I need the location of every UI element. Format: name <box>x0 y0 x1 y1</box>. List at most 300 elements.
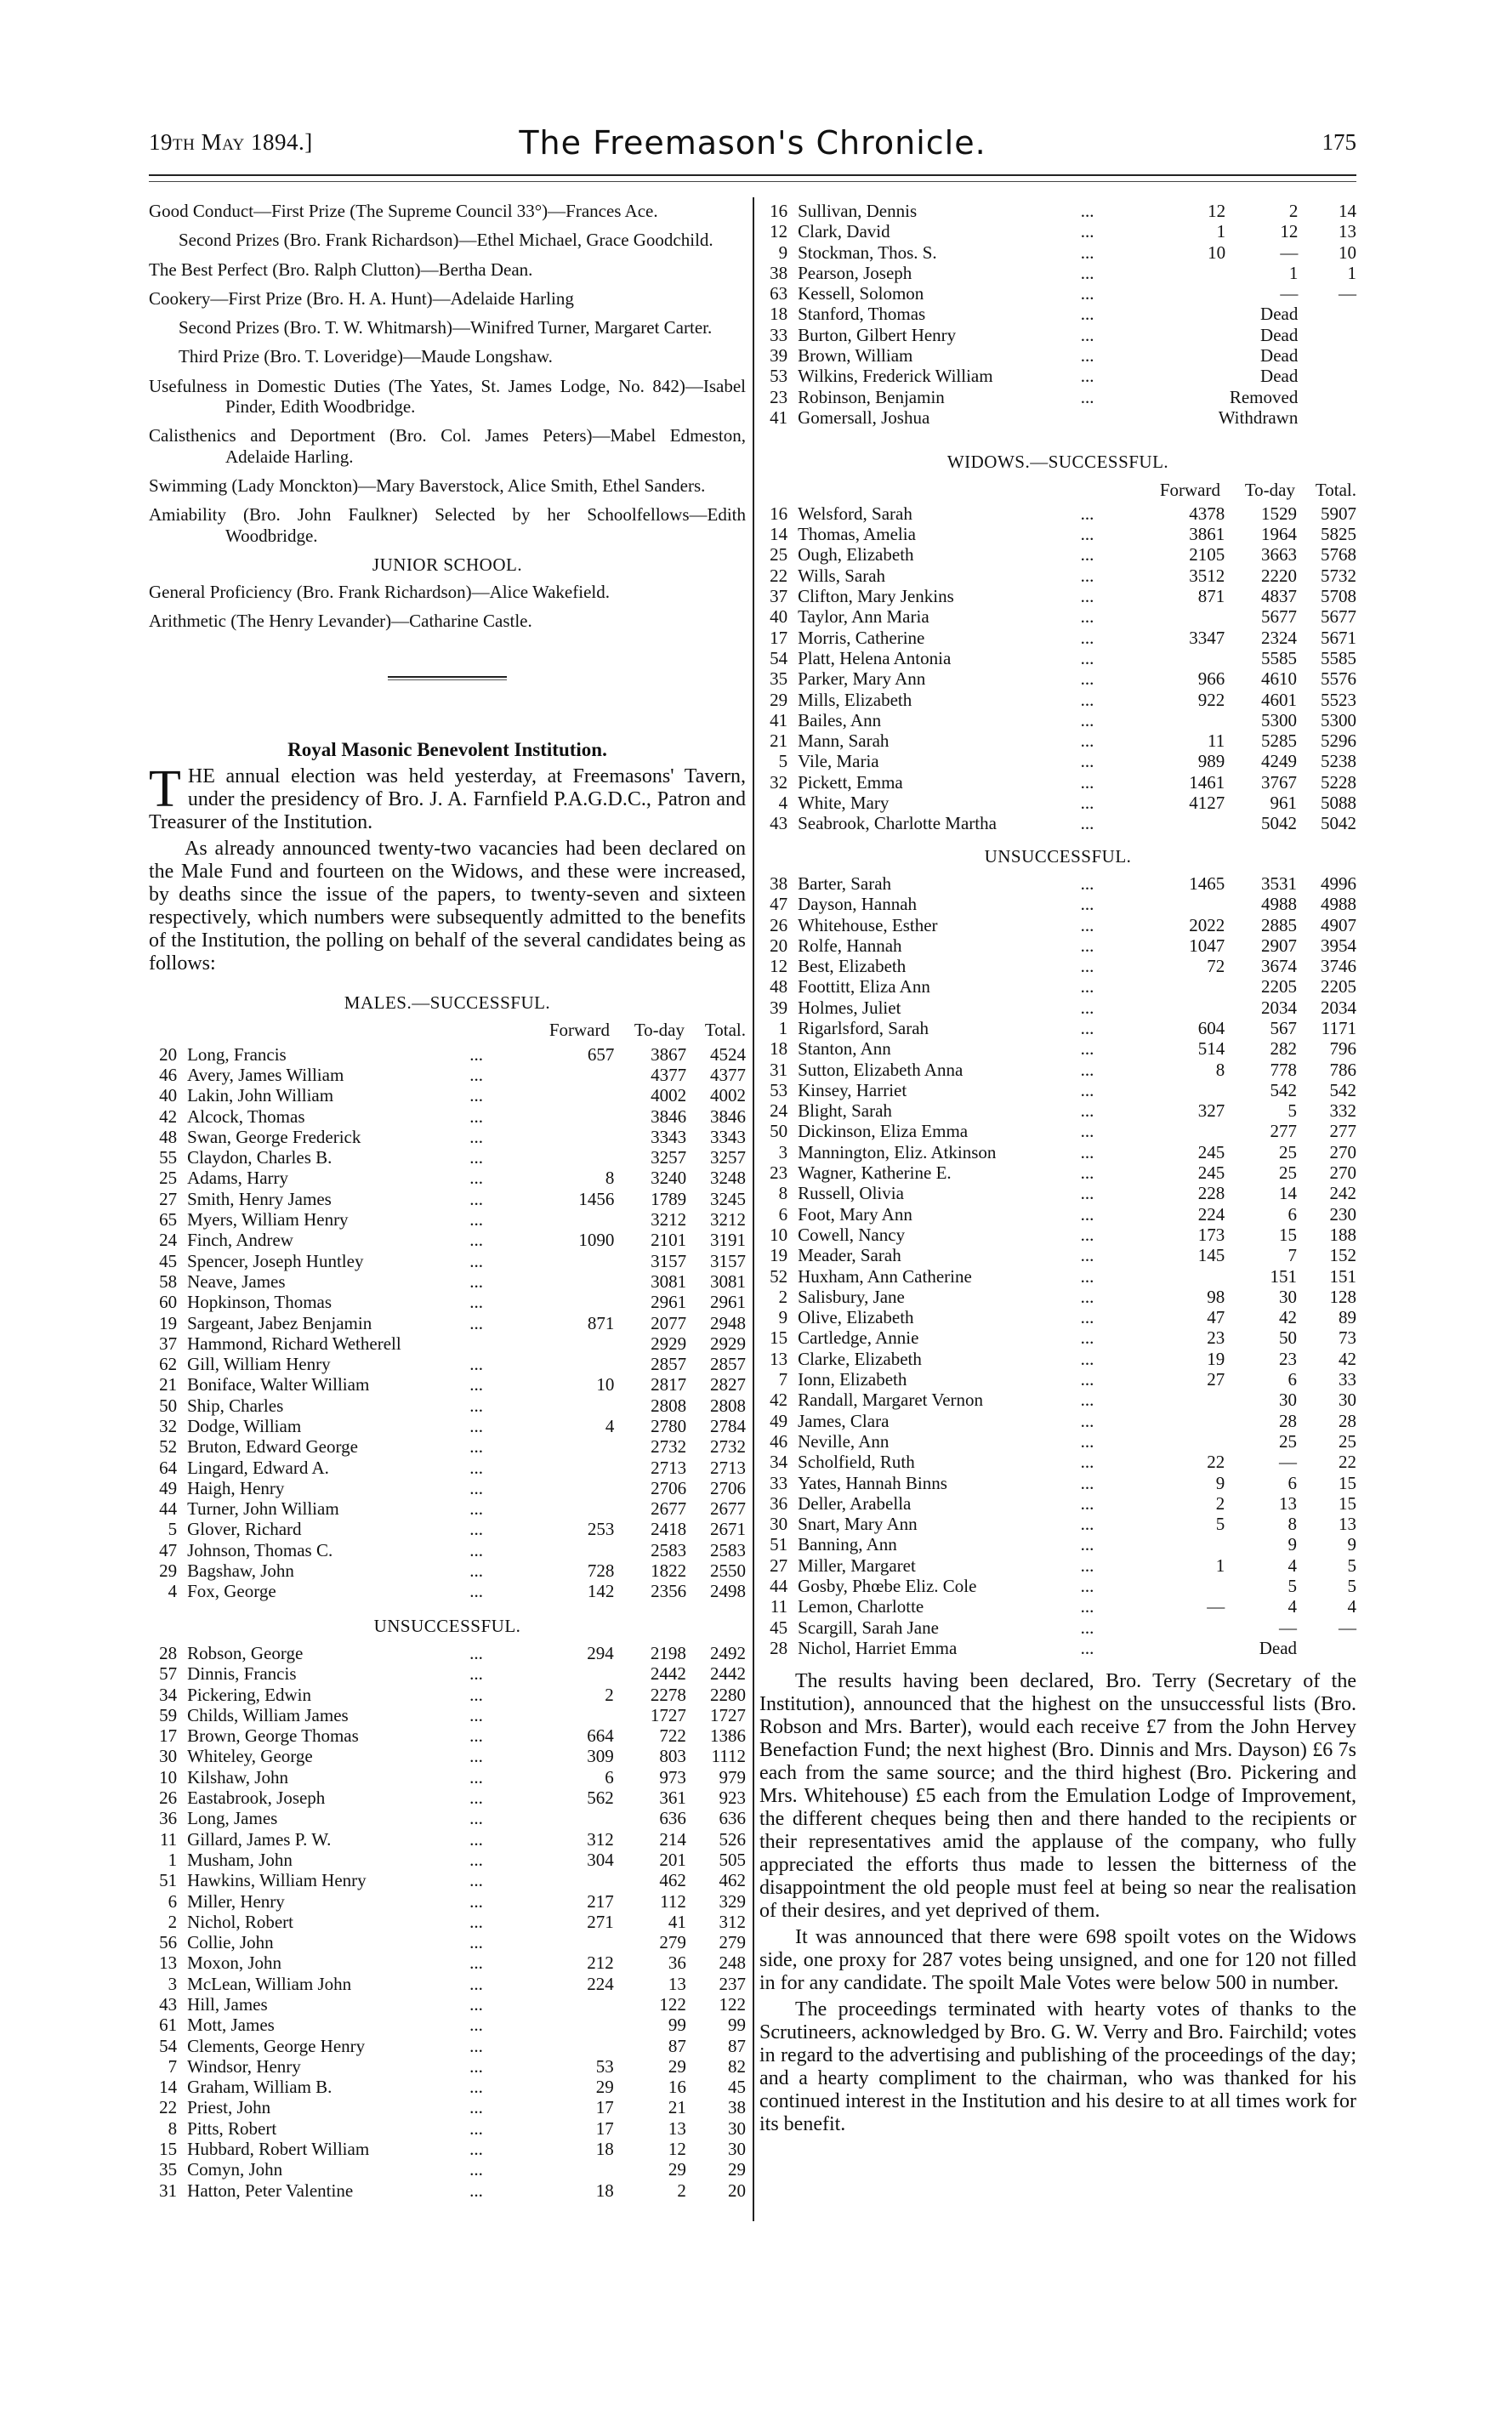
forward-votes <box>543 1436 615 1457</box>
candidate-name: Miller, Margaret <box>798 1555 916 1576</box>
leader-dots: ... <box>1080 771 1094 793</box>
candidate-name: Clark, David <box>798 221 890 242</box>
forward-votes <box>1153 263 1225 283</box>
candidate-number: 19 <box>770 1245 788 1266</box>
forward-votes: 2105 <box>1189 544 1225 566</box>
forward-votes: 10 <box>596 1374 615 1395</box>
forward-votes <box>543 1251 615 1271</box>
leader-dots: ... <box>469 1126 484 1147</box>
forward-votes: 18 <box>595 2139 614 2160</box>
today-votes: 2961 <box>651 1292 687 1313</box>
table-row <box>759 566 1356 586</box>
candidate-name: Russell, Olivia <box>798 1183 904 1204</box>
prize-entry: Swimming (Lady Monckton)—Mary Baverstock, Alice Smith, Ethel Sanders. <box>149 475 706 496</box>
table-row <box>759 242 1356 263</box>
table-row <box>759 1431 1356 1452</box>
total-votes: 4907 <box>1321 914 1356 935</box>
today-votes: 2583 <box>651 1539 687 1560</box>
today-votes: 36 <box>668 1952 686 1974</box>
total-votes: 4 <box>1347 1596 1356 1617</box>
today-votes: 4988 <box>1261 894 1298 915</box>
column-headers: Forward To-day Total. <box>1159 479 1356 500</box>
table-row <box>759 935 1356 956</box>
table-row <box>759 283 1356 304</box>
table-row <box>759 1142 1356 1162</box>
total-votes: 1386 <box>710 1725 746 1747</box>
candidate-name: Scholfield, Ruth <box>798 1452 915 1473</box>
leader-dots: ... <box>469 1808 483 1829</box>
candidate-name: Dodge, William <box>187 1415 302 1436</box>
leader-dots: ... <box>1080 997 1094 1018</box>
leader-dots: ... <box>469 1911 483 1932</box>
candidate-number: 44 <box>159 1498 178 1520</box>
forward-votes: 18 <box>595 2180 614 2201</box>
leader-dots: ... <box>1080 751 1094 772</box>
today-votes: 973 <box>659 1766 686 1788</box>
table-row <box>759 1162 1356 1183</box>
candidate-name: Wagner, Katherine E. <box>798 1162 952 1184</box>
candidate-number: 52 <box>770 1265 788 1287</box>
candidate-name: Eastabrook, Joseph <box>187 1788 326 1809</box>
candidate-name: Gosby, Phœbe Eliz. Cole <box>798 1576 977 1596</box>
today-votes: 2706 <box>651 1477 687 1498</box>
total-votes: 5768 <box>1321 544 1356 566</box>
candidate-number: 41 <box>770 709 788 730</box>
table-row <box>759 221 1356 242</box>
today-votes: 2817 <box>651 1374 687 1395</box>
candidate-name: Clements, George Henry <box>187 2035 366 2056</box>
forward-votes <box>542 1808 613 1828</box>
total-votes: 15 <box>1339 1492 1356 1514</box>
table-row <box>759 1452 1356 1472</box>
candidate-number: 48 <box>159 1126 178 1147</box>
table-row <box>149 1478 746 1498</box>
candidate-number: 31 <box>770 1059 788 1080</box>
total-votes: 45 <box>728 2077 746 2098</box>
leader-dots: ... <box>469 1663 483 1685</box>
candidate-name: Comyn, John <box>187 2159 283 2180</box>
leader-dots: ... <box>1080 221 1094 242</box>
total-votes: 5576 <box>1321 668 1356 690</box>
leader-dots: ... <box>469 1642 483 1663</box>
candidate-name: Ough, Elizabeth <box>798 544 914 566</box>
today-votes: 2 <box>677 2180 686 2201</box>
candidate-name: Bruton, Edward George <box>187 1436 358 1458</box>
leader-dots: ... <box>1080 1472 1094 1493</box>
right-column <box>759 201 1356 2140</box>
leader-dots: ... <box>1080 1514 1094 1535</box>
forward-votes: 245 <box>1197 1162 1225 1184</box>
candidate-name: Spencer, Joseph Huntley <box>187 1250 364 1271</box>
table-row <box>149 1458 746 1478</box>
total-votes: 3248 <box>710 1168 746 1189</box>
candidate-name: Johnson, Thomas C. <box>187 1539 333 1560</box>
forward-votes: 871 <box>1197 586 1225 607</box>
leader-dots: ... <box>1080 976 1094 998</box>
candidate-number: 60 <box>159 1292 178 1313</box>
today-votes: 2808 <box>651 1395 687 1416</box>
forward-votes: 1465 <box>1189 872 1225 894</box>
forward-votes: 224 <box>587 1973 614 1994</box>
candidate-number: 64 <box>159 1457 178 1478</box>
candidate-number: 18 <box>770 304 788 325</box>
total-votes: 542 <box>1329 1079 1356 1100</box>
candidate-name: Gomersall, Joshua <box>798 406 930 428</box>
candidate-number: 40 <box>159 1085 178 1106</box>
forward-votes: 19 <box>1207 1348 1225 1369</box>
forward-votes <box>1152 1390 1225 1410</box>
forward-votes: 728 <box>587 1560 615 1582</box>
total-votes: 2827 <box>710 1374 746 1395</box>
forward-votes <box>1152 606 1225 627</box>
forward-votes: 6 <box>605 1766 614 1788</box>
candidate-name: Kessell, Solomon <box>798 283 924 304</box>
candidate-number: 27 <box>159 1188 178 1209</box>
total-votes: 2857 <box>710 1354 746 1375</box>
today-votes: 2220 <box>1261 565 1298 586</box>
forward-votes: 1461 <box>1189 771 1225 793</box>
candidate-number: 7 <box>778 1369 788 1390</box>
candidate-number: 28 <box>770 1637 788 1658</box>
leader-dots: ... <box>469 2159 483 2180</box>
table-row <box>759 201 1356 221</box>
table-row <box>759 544 1356 565</box>
status-text: Dead <box>1260 366 1299 387</box>
candidate-number: 63 <box>770 283 788 304</box>
table-row <box>149 1313 746 1333</box>
candidate-number: 52 <box>159 1436 178 1458</box>
candidate-number: 22 <box>159 2097 178 2118</box>
total-votes: 2948 <box>710 1312 746 1333</box>
leader-dots: ... <box>1080 1327 1094 1349</box>
leader-dots: ... <box>1080 1121 1094 1142</box>
candidate-name: Nichol, Robert <box>187 1911 293 1932</box>
total-votes: 2205 <box>1321 976 1356 998</box>
table-row <box>149 1271 746 1292</box>
table-row <box>759 1080 1356 1100</box>
today-votes: 2324 <box>1261 627 1298 648</box>
forward-votes: 271 <box>587 1911 614 1932</box>
forward-votes <box>1152 1431 1225 1452</box>
leader-dots: ... <box>469 1849 483 1870</box>
candidate-name: Gillard, James P. W. <box>187 1828 332 1850</box>
candidate-name: Fox, George <box>187 1581 276 1602</box>
leader-dots: ... <box>469 1064 484 1085</box>
today-votes: 3867 <box>651 1043 687 1065</box>
leader-dots: ... <box>469 2117 483 2139</box>
table-row <box>759 1390 1356 1410</box>
candidate-number: 40 <box>770 606 788 628</box>
leader-dots: ... <box>469 1973 483 1994</box>
total-votes: 279 <box>719 1932 746 1953</box>
candidate-name: Finch, Andrew <box>187 1230 293 1251</box>
leader-dots: ... <box>469 2055 483 2077</box>
forward-votes: 12 <box>1208 201 1226 221</box>
leader-dots: ... <box>1080 586 1094 607</box>
total-votes: 2808 <box>710 1395 746 1416</box>
table-row <box>149 1044 746 1065</box>
table-row <box>149 1912 746 1932</box>
leader-dots: ... <box>469 1519 484 1540</box>
leader-dots: ... <box>1080 668 1094 690</box>
today-votes: — <box>1280 242 1299 263</box>
table-row <box>149 1189 746 1209</box>
leader-dots: ... <box>1080 1307 1094 1328</box>
total-votes: 4524 <box>710 1043 746 1065</box>
candidate-number: 44 <box>770 1576 788 1596</box>
leader-dots: ... <box>1080 647 1094 668</box>
table-row <box>149 1870 746 1890</box>
article-title: Royal Masonic Benevolent Institution. <box>287 738 607 760</box>
table-row <box>149 1374 746 1395</box>
total-votes: 5708 <box>1321 586 1356 607</box>
forward-votes <box>1152 1576 1225 1596</box>
total-votes: 270 <box>1329 1141 1356 1162</box>
candidate-number: 24 <box>770 1100 788 1122</box>
forward-votes: 142 <box>587 1581 615 1602</box>
prize-entry: Second Prizes (Bro. Frank Richardson)—Ethel Michael, Grace Goodchild. <box>179 230 713 251</box>
today-votes: 28 <box>1279 1410 1298 1431</box>
leader-dots: ... <box>1080 386 1094 407</box>
total-votes <box>1298 304 1356 324</box>
leader-dots: ... <box>469 1270 484 1292</box>
table-row <box>149 1106 746 1127</box>
forward-votes: 294 <box>587 1642 614 1663</box>
total-votes: 979 <box>719 1766 746 1788</box>
leader-dots: ... <box>1080 1390 1094 1411</box>
table-row <box>759 407 1356 428</box>
widows-successful-table <box>759 503 1356 834</box>
candidate-number: 4 <box>778 793 788 814</box>
total-votes <box>1298 366 1356 386</box>
col-total: Total. <box>704 1020 746 1041</box>
total-votes: 5300 <box>1321 709 1356 730</box>
article-paragraph-2: As already announced twenty-two vacancies had been declared on the Male Fund and fourteen on the Widows, and these were increased, by deaths since the issue of the papers, to twenty-seven and sixteen respectively, which numbers were subsequently admitted to the benefits of the Institution, the polling on behalf of the several candidates being as follows: <box>149 838 746 975</box>
today-votes: — <box>1280 283 1299 304</box>
total-votes: 28 <box>1339 1410 1356 1431</box>
forward-votes: 562 <box>587 1788 614 1809</box>
candidate-number: 33 <box>770 324 788 345</box>
table-row <box>759 387 1356 407</box>
forward-votes: 22 <box>1207 1452 1225 1473</box>
forward-votes: 871 <box>587 1312 615 1333</box>
leader-dots: ... <box>469 1870 483 1891</box>
total-votes: 2671 <box>710 1519 746 1540</box>
total-votes: 122 <box>719 1994 746 2015</box>
leader-dots: ... <box>469 1354 484 1375</box>
forward-votes: 217 <box>587 1890 614 1912</box>
total-votes: 2961 <box>710 1292 746 1313</box>
table-row <box>149 1127 746 1147</box>
today-votes: 2907 <box>1261 935 1298 956</box>
candidate-number: 25 <box>770 544 788 566</box>
total-votes: 2583 <box>710 1539 746 1560</box>
leader-dots: ... <box>1080 606 1094 628</box>
candidate-number: 32 <box>770 771 788 793</box>
table-row <box>759 1327 1356 1348</box>
forward-votes: 4378 <box>1189 503 1225 524</box>
today-votes: 2677 <box>651 1498 687 1520</box>
table-row <box>149 1147 746 1168</box>
leader-dots: ... <box>469 2139 483 2160</box>
table-row <box>149 1643 746 1663</box>
forward-votes <box>543 1085 615 1106</box>
table-row <box>149 2056 746 2077</box>
leader-dots: ... <box>469 1106 484 1127</box>
candidate-name: Mott, James <box>187 2015 275 2036</box>
leader-dots: ... <box>469 1952 483 1974</box>
status-text: Dead <box>1259 1637 1298 1658</box>
today-votes: 42 <box>1279 1307 1298 1328</box>
total-votes: 3212 <box>710 1209 746 1231</box>
table-row <box>149 2077 746 2097</box>
forward-votes <box>543 1354 615 1374</box>
widows-successful-heading: WIDOWS.—SUCCESSFUL. <box>946 452 1169 473</box>
section-break-rule <box>388 676 507 680</box>
forward-votes: 29 <box>595 2077 614 2098</box>
leader-dots: ... <box>469 1828 483 1850</box>
candidate-name: Wilkins, Frederick William <box>798 366 993 387</box>
forward-votes: 966 <box>1197 668 1225 690</box>
today-votes: 15 <box>1279 1224 1298 1245</box>
candidate-name: Huxham, Ann Catherine <box>798 1265 972 1287</box>
total-votes: 3954 <box>1321 935 1356 956</box>
leader-dots: ... <box>469 1890 483 1912</box>
table-row <box>759 690 1356 710</box>
today-votes: 2713 <box>651 1457 687 1478</box>
leader-dots: ... <box>1080 689 1094 710</box>
leader-dots: ... <box>1080 304 1094 325</box>
table-row <box>149 1663 746 1684</box>
total-votes: 3245 <box>710 1188 746 1209</box>
forward-votes <box>1152 1617 1225 1638</box>
today-votes: 50 <box>1279 1327 1298 1349</box>
forward-votes <box>1152 1411 1225 1431</box>
today-votes: 25 <box>1279 1430 1298 1452</box>
total-votes: 5585 <box>1321 647 1356 668</box>
today-votes: 12 <box>1280 221 1299 242</box>
total-votes: 3157 <box>710 1250 746 1271</box>
leader-dots: ... <box>1080 1203 1094 1225</box>
candidate-name: Pitts, Robert <box>187 2117 277 2139</box>
today-votes: 4601 <box>1261 689 1298 710</box>
candidate-name: Thomas, Amelia <box>798 524 916 545</box>
table-row <box>759 1534 1356 1555</box>
total-votes: 89 <box>1339 1307 1356 1328</box>
forward-votes <box>1152 998 1225 1018</box>
candidate-name: Mills, Elizabeth <box>798 689 912 710</box>
candidate-number: 30 <box>159 1746 178 1767</box>
forward-votes: 3861 <box>1189 524 1225 545</box>
today-votes: 23 <box>1279 1348 1298 1369</box>
candidate-name: Burton, Gilbert Henry <box>798 324 957 345</box>
table-row <box>149 1581 746 1601</box>
table-row <box>759 772 1356 793</box>
table-row <box>759 976 1356 997</box>
leader-dots: ... <box>469 2035 483 2056</box>
table-row <box>759 304 1356 324</box>
leader-dots: ... <box>1080 1079 1094 1100</box>
candidate-number: 1 <box>168 1849 178 1870</box>
candidate-number: 54 <box>770 647 788 668</box>
candidate-number: 13 <box>770 1348 788 1369</box>
total-votes: 30 <box>728 2139 746 2160</box>
leader-dots: ... <box>1080 1059 1094 1080</box>
forward-votes: 53 <box>595 2055 614 2077</box>
forward-votes: 17 <box>595 2097 614 2118</box>
table-row <box>759 998 1356 1018</box>
today-votes: 12 <box>668 2139 686 2160</box>
today-votes: 3674 <box>1261 956 1298 977</box>
candidate-name: Ship, Charles <box>187 1395 284 1416</box>
article-paragraph-4: It was announced that there were 698 spoilt votes on the Widows side, one proxy for 287 votes being unsigned, and one for 120 not filled in for any candidate. The spoilt Male Votes were below 500 in number. <box>759 1926 1356 1995</box>
total-votes: 13 <box>1339 1514 1356 1535</box>
leader-dots: ... <box>1080 524 1094 545</box>
leader-dots: ... <box>469 1415 484 1436</box>
table-row <box>149 1498 746 1519</box>
leader-dots: ... <box>1080 627 1094 648</box>
candidate-name: Foot, Mary Ann <box>798 1203 912 1225</box>
table-row <box>149 1685 746 1705</box>
today-votes: 1727 <box>650 1704 686 1725</box>
forward-votes: 4 <box>605 1415 615 1436</box>
candidate-number: 55 <box>159 1147 178 1168</box>
today-votes: 1964 <box>1261 524 1298 545</box>
forward-votes <box>1152 648 1225 668</box>
leader-dots: ... <box>1080 813 1094 834</box>
table-row <box>149 1395 746 1416</box>
page-number: 175 <box>1322 129 1356 155</box>
candidate-number: 54 <box>159 2035 178 2056</box>
forward-votes: 253 <box>587 1519 615 1540</box>
candidate-name: Kilshaw, John <box>187 1766 288 1788</box>
forward-votes <box>1152 1534 1225 1555</box>
table-row <box>759 1121 1356 1141</box>
candidate-number: 8 <box>168 2117 178 2139</box>
today-votes: 41 <box>668 1911 686 1932</box>
today-votes: — <box>1279 1452 1298 1473</box>
table-row <box>149 1808 746 1828</box>
candidate-number: 3 <box>168 1973 178 1994</box>
total-votes: 5732 <box>1321 565 1356 586</box>
prize-entry: Amiability (Bro. John Faulkner) Selected by her Schoolfellows—Edith Woodbridge. <box>149 504 746 546</box>
candidate-name: Bagshaw, John <box>187 1560 294 1582</box>
forward-votes <box>543 1106 615 1127</box>
table-row <box>149 1230 746 1250</box>
candidate-number: 1 <box>778 1017 788 1038</box>
today-votes: 5285 <box>1261 730 1298 752</box>
table-row <box>149 1725 746 1746</box>
candidate-name: Haigh, Henry <box>187 1477 285 1498</box>
candidate-number: 9 <box>778 1307 788 1328</box>
today-votes: 462 <box>659 1870 686 1891</box>
forward-votes: 224 <box>1197 1203 1225 1225</box>
prize-entry: The Best Perfect (Bro. Ralph Clutton)—Bertha Dean. <box>149 259 533 280</box>
total-votes: 230 <box>1329 1203 1356 1225</box>
candidate-number: 35 <box>159 2159 178 2180</box>
total-votes: 3191 <box>710 1230 746 1251</box>
candidate-number: 12 <box>770 956 788 977</box>
table-row <box>759 628 1356 648</box>
candidate-number: 41 <box>770 406 788 428</box>
candidate-number: 14 <box>770 524 788 545</box>
candidate-number: 65 <box>159 1209 178 1231</box>
candidate-name: Moxon, John <box>187 1952 282 1974</box>
leader-dots: ... <box>1080 1162 1094 1184</box>
forward-votes: 4127 <box>1189 793 1225 814</box>
candidate-number: 37 <box>159 1333 178 1354</box>
candidate-number: 19 <box>159 1312 178 1333</box>
